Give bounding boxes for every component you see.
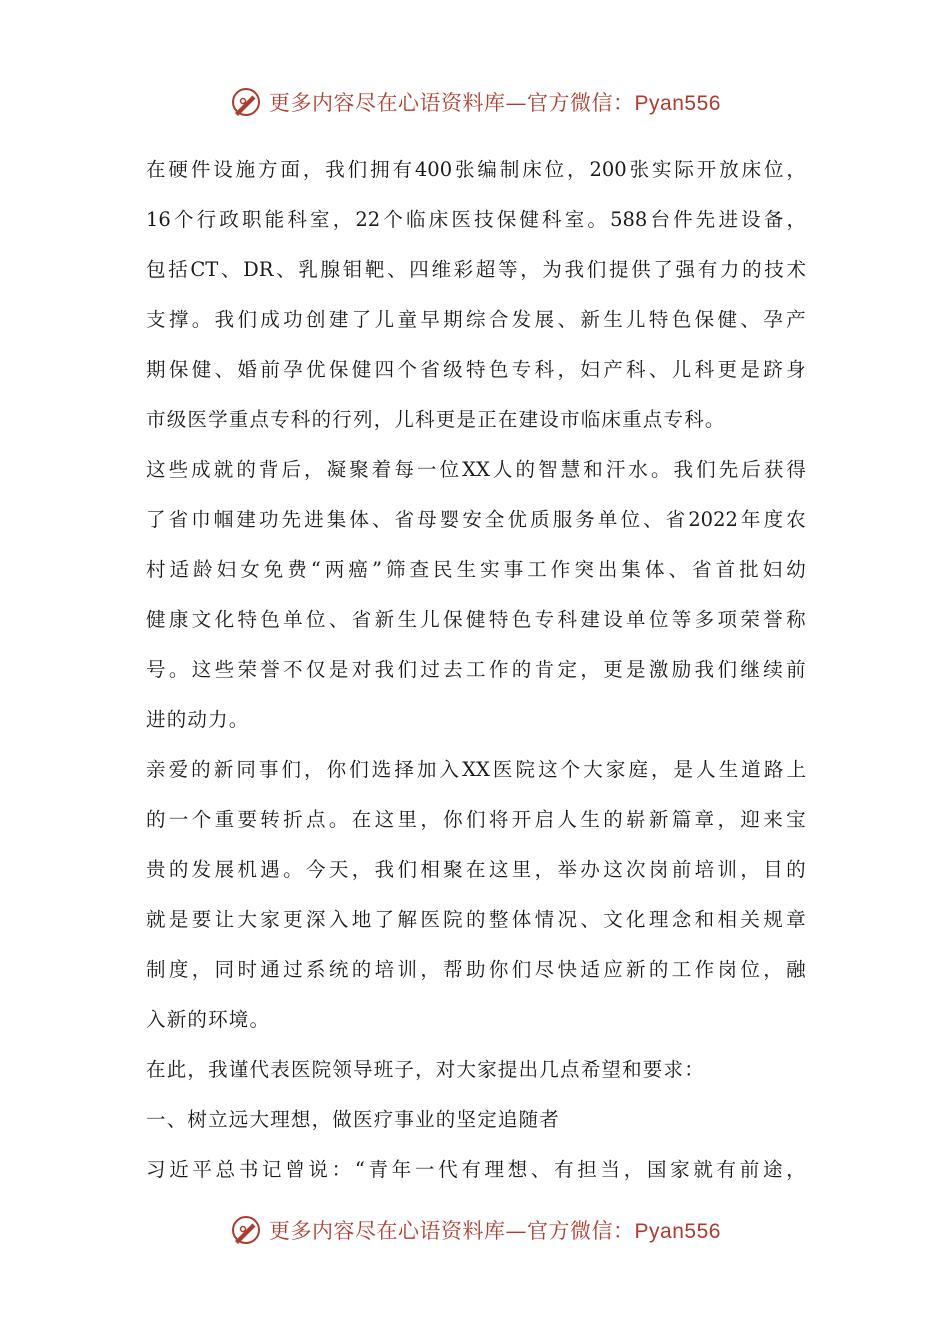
watermark-banner-bottom xyxy=(0,1210,950,1250)
text-line: 制 度 ， 同 时 通 过 系 统 的 培 训 ， 帮 助 你 们 尽 快 适 应 新 的 工 作 岗 位 ， 融 xyxy=(146,958,806,981)
document-body xyxy=(146,145,806,1195)
pen-logo-icon xyxy=(229,1213,263,1247)
text-line: 号 。 这 些 荣 誉 不 仅 是 对 我 们 过 去 工 作 的 肯 定 ， 更 是 激 励 我 们 继 续 前 xyxy=(146,658,806,681)
watermark-official-label: 官方微信： xyxy=(527,1219,635,1243)
text-line: 一、树立远大理想，做医疗事业的坚定追随者 xyxy=(146,1108,561,1131)
text-line: 习 近 平 总 书 记 曾 说 ： “ 青 年 一 代 有 理 想 、 有 担 当 ， 国 家 就 有 前 途 ， xyxy=(146,1158,806,1181)
text-line: 市级医学重点专科的行列，儿科更是正在建设市临床重点专科。 xyxy=(146,408,726,431)
text-line: 贵 的 发 展 机 遇 。 今 天 ， 我 们 相 聚 在 这 里 ， 举 办 这 次 岗 前 培 训 ， 目 的 xyxy=(146,858,806,881)
text-line: 期 保 健 、 婚 前 孕 优 保 健 四 个 省 级 特 色 专 科 ， 妇 产 科 、 儿 科 更 是 跻 身 xyxy=(146,358,806,381)
watermark-wechat-id: Pyan556 xyxy=(634,1220,721,1243)
watermark-official-label: 官方微信： xyxy=(527,91,635,115)
text-line: 的 一 个 重 要 转 折 点 。 在 这 里 ， 你 们 将 开 启 人 生 的 崭 新 篇 章 ， 迎 来 宝 xyxy=(146,808,806,831)
text-line: 村 适 龄 妇 女 免 费 “ 两 癌 ” 筛 查 民 生 实 事 工 作 突 出 集 体 、 省 首 批 妇 幼 xyxy=(146,558,806,581)
text-line: 在此，我谨代表医院领导班子，对大家提出几点希望和要求： xyxy=(146,1058,705,1081)
watermark-brand: 更多内容尽在心语资料库 xyxy=(269,91,506,115)
text-line: 16 个 行 政 职 能 科 室 ， 22 个 临 床 医 技 保 健 科 室 。 588 台 件 先 进 设 备 ， xyxy=(146,208,806,231)
text-line: 入新的环境。 xyxy=(146,1008,271,1031)
watermark-wechat-id: Pyan556 xyxy=(634,92,721,115)
watermark-dash: — xyxy=(505,1219,528,1243)
text-line: 就 是 要 让 大 家 更 深 入 地 了 解 医 院 的 整 体 情 况 、 文 化 理 念 和 相 关 规 章 xyxy=(146,908,806,931)
text-line: 了 省 巾 帼 建 功 先 进 集 体 、 省 母 婴 安 全 优 质 服 务 单 位 、 省 2022 年 度 农 xyxy=(146,508,806,531)
watermark-dash: — xyxy=(505,91,528,115)
watermark-brand: 更多内容尽在心语资料库 xyxy=(269,1219,506,1243)
text-line: 进的动力。 xyxy=(146,708,250,731)
text-line: 包 括 CT 、 DR 、 乳 腺 钼 靶 、 四 维 彩 超 等 ， 为 我 们 提 供 了 强 有 力 的 技 术 xyxy=(146,258,806,281)
pen-logo-icon xyxy=(229,85,263,119)
text-line: 这 些 成 就 的 背 后 ， 凝 聚 着 每 一 位 XX 人 的 智 慧 和 汗 水 。 我 们 先 后 获 得 xyxy=(146,458,806,481)
watermark-banner-top xyxy=(0,82,950,122)
watermark-text xyxy=(269,1215,721,1245)
text-line: 健 康 文 化 特 色 单 位 、 省 新 生 儿 保 健 特 色 专 科 建 设 单 位 等 多 项 荣 誉 称 xyxy=(146,608,806,631)
watermark-text xyxy=(269,87,721,117)
text-line: 亲 爱 的 新 同 事 们 ， 你 们 选 择 加 入 XX 医 院 这 个 大 家 庭 ， 是 人 生 道 路 上 xyxy=(146,758,806,781)
text-line: 在 硬 件 设 施 方 面 ， 我 们 拥 有 400 张 编 制 床 位 ， 200 张 实 际 开 放 床 位 ， xyxy=(146,158,806,181)
text-line: 支 撑 。 我 们 成 功 创 建 了 儿 童 早 期 综 合 发 展 、 新 生 儿 特 色 保 健 、 孕 产 xyxy=(146,308,806,331)
